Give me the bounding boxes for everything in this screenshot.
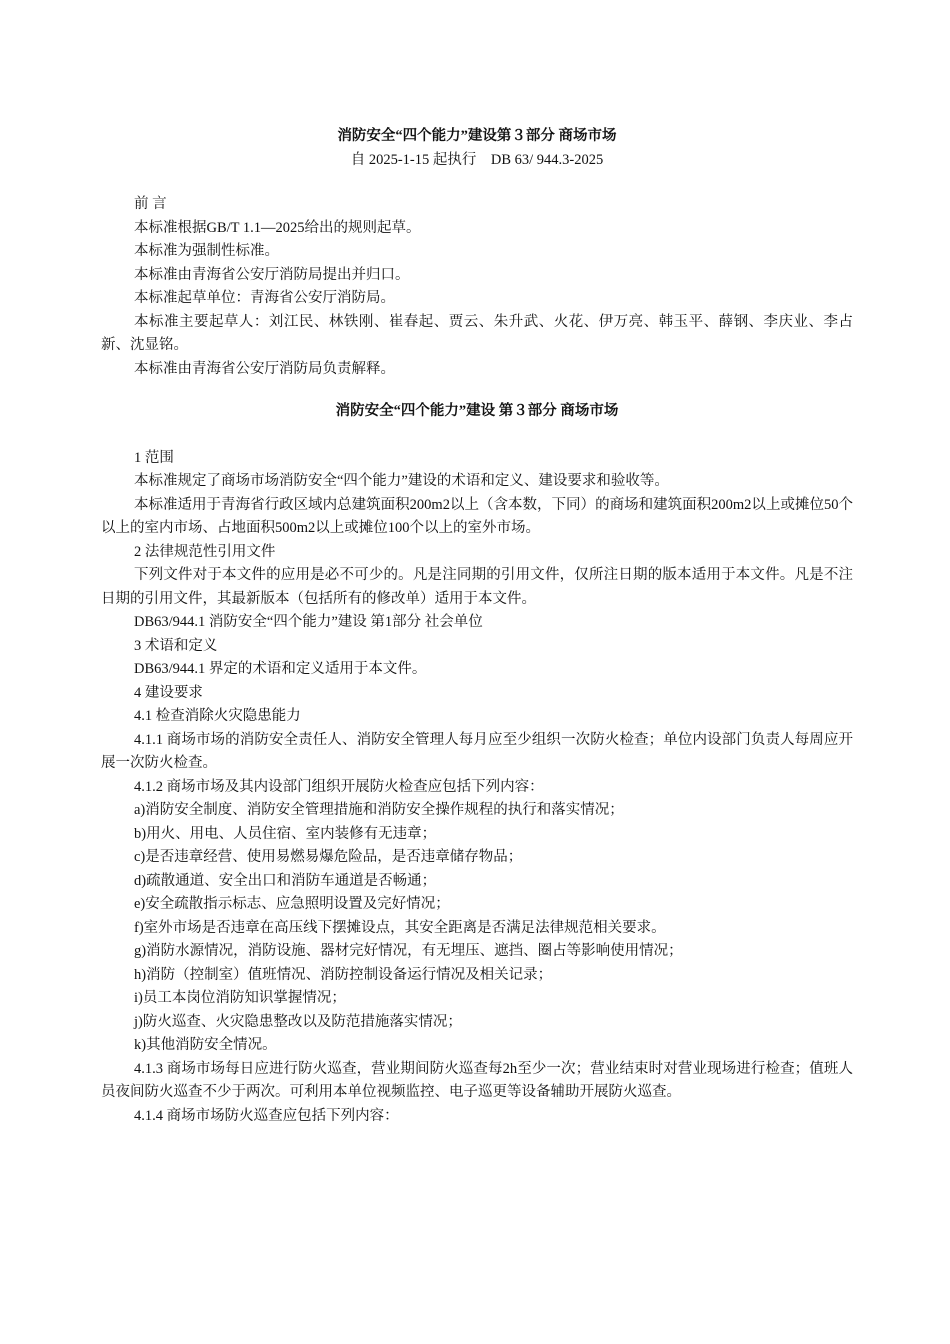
preface-heading: 前 言 bbox=[134, 196, 167, 212]
list-item: f)室外市场是否违章在高压线下摆摊设点，其安全距离是否满足法律规范相关要求。 bbox=[134, 919, 666, 936]
list-item: g)消防水源情况，消防设施、器材完好情况，有无埋压、遮挡、圈占等影响使用情况； bbox=[134, 943, 683, 959]
list-item: c)是否违章经营、使用易燃易爆危险品，是否违章储存物品； bbox=[134, 849, 523, 865]
document-title: 消防安全“四个能力”建设第３部分 商场市场 bbox=[337, 128, 617, 144]
list-item: j)防火巡查、火灾隐患整改以及防范措施落实情况； bbox=[134, 1013, 462, 1030]
heading-references: 2 法律规范性引用文件 bbox=[134, 543, 276, 560]
preface-paragraph: 本标准主要起草人：刘江民、林铁刚、崔春起、贾云、朱升武、火花、伊万亮、韩玉平、薛钢、李庆业、李占新、沈显铭。 bbox=[101, 313, 853, 353]
document-content bbox=[101, 125, 853, 1128]
body-paragraph: DB63/944.1 界定的术语和定义适用于本文件。 bbox=[134, 661, 427, 677]
clause-4-1-1: 4.1.1 商场市场的消防安全责任人、消防安全管理人每月应至少组织一次防火检查；单位内设部门负责人每周应开展一次防火检查。 bbox=[101, 731, 853, 771]
preface-section bbox=[101, 193, 853, 381]
heading-requirements: 4 建设要求 bbox=[134, 684, 203, 701]
heading-terms: 3 术语和定义 bbox=[134, 637, 218, 654]
preface-paragraph: 本标准由青海省公安厅消防局负责解释。 bbox=[134, 360, 395, 377]
body-paragraph: 本标准规定了商场市场消防安全“四个能力”建设的术语和定义、建设要求和验收等。 bbox=[134, 473, 669, 489]
document-subtitle: 自 2025-1-15 起执行 DB 63/ 944.3-2025 bbox=[350, 151, 604, 168]
preface-paragraph: 本标准为强制性标准。 bbox=[134, 243, 279, 259]
body-paragraph: 下列文件对于本文件的应用是必不可少的。凡是注同期的引用文件，仅所注日期的版本适用于本文件。凡是不注日期的引用文件，其最新版本（包括所有的修改单）适用于本文件。 bbox=[101, 567, 853, 607]
preface-paragraph: 本标准起草单位：青海省公安厅消防局。 bbox=[134, 290, 395, 306]
heading-4-1: 4.1 检查消除火灾隐患能力 bbox=[134, 708, 301, 724]
preface-paragraph: 本标准根据GB/T 1.1—2025给出的规则起草。 bbox=[134, 219, 421, 236]
body-paragraph: 本标准适用于青海省行政区域内总建筑面积200m2以上（含本数，下同）的商场和建筑面积200m2以上或摊位50个以上的室内市场、占地面积500m2以上或摊位100个以上的室外市场。 bbox=[101, 496, 853, 536]
list-item: i)员工本岗位消防知识掌握情况； bbox=[134, 990, 346, 1006]
list-item: e)安全疏散指示标志、应急照明设置及完好情况； bbox=[134, 896, 450, 912]
list-item: a)消防安全制度、消防安全管理措施和消防安全操作规程的执行和落实情况； bbox=[134, 802, 624, 818]
heading-scope: 1 范围 bbox=[134, 449, 174, 466]
section-title: 消防安全“四个能力”建设 第３部分 商场市场 bbox=[335, 403, 619, 419]
clause-4-1-4: 4.1.4 商场市场防火巡查应包括下列内容： bbox=[134, 1107, 399, 1124]
clause-4-1-3: 4.1.3 商场市场每日应进行防火巡查，营业期间防火巡查每2h至少一次；营业结束时对营业现场进行检查；值班人员夜间防火巡查不少于两次。可利用本单位视频监控、电子巡更等设备辅助开展防火巡查。 bbox=[101, 1060, 853, 1100]
clause-4-1-2: 4.1.2 商场市场及其内设部门组织开展防火检查应包括下列内容： bbox=[134, 778, 544, 795]
body-section bbox=[101, 447, 853, 1129]
list-item: k)其他消防安全情况。 bbox=[134, 1037, 277, 1053]
body-paragraph: DB63/944.1 消防安全“四个能力”建设 第1部分 社会单位 bbox=[134, 614, 483, 630]
list-item: h)消防（控制室）值班情况、消防控制设备运行情况及相关记录； bbox=[134, 966, 553, 983]
list-item: d)疏散通道、安全出口和消防车通道是否畅通； bbox=[134, 872, 437, 889]
preface-paragraph: 本标准由青海省公安厅消防局提出并归口。 bbox=[134, 266, 410, 283]
list-item: b)用火、用电、人员住宿、室内装修有无违章； bbox=[134, 825, 437, 842]
